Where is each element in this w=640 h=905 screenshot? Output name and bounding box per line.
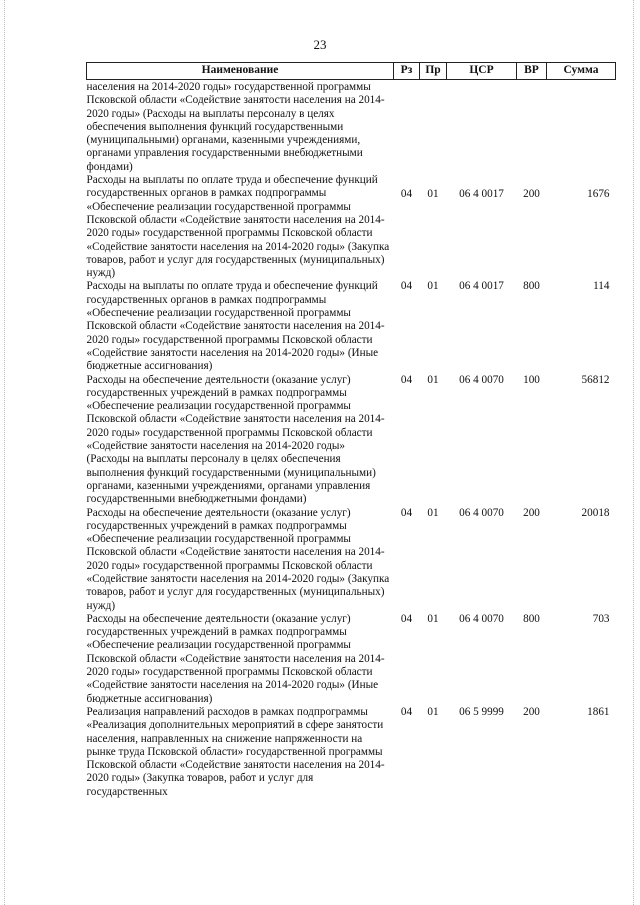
header-row: [87, 63, 616, 80]
row-rz: 04: [400, 188, 413, 201]
table-row: [87, 507, 616, 613]
row-sum: 20018: [581, 506, 610, 519]
table-row: [87, 706, 616, 799]
scan-edge-right: [633, 0, 636, 905]
table-row-continuation: [87, 80, 616, 175]
row-pr: 01: [427, 612, 439, 625]
row-vr: 800: [523, 280, 540, 293]
row-pr: 01: [427, 506, 439, 519]
row-csr: 06 4 0070: [459, 506, 504, 519]
row-csr: 06 4 0070: [459, 373, 504, 386]
row-sum: 703: [592, 612, 610, 625]
row-name: Расходы на обеспечение деятельности (оказание услуг) государственных учреждений в рамках подпрограммы «Обеспечение реализации государственной программы Псковской области «Содействие занятости населения на 2014-2020 годы» государственной программы Псковской области «Содействие занятости населения на 2014-2020 годы» (Иные бюджетные ассигнования): [86, 612, 385, 705]
row-sum: 1861: [587, 705, 610, 718]
header-csr: ЦСР: [447, 63, 517, 80]
row-sum: 1676: [587, 188, 610, 201]
header-rz: Рз: [394, 63, 420, 80]
table-row: [87, 280, 616, 373]
row-pr: 01: [427, 373, 439, 386]
scan-edge-left: [4, 0, 7, 905]
row-csr: 06 4 0017: [459, 188, 504, 201]
table-row: [87, 613, 616, 706]
row-vr: 800: [523, 612, 540, 625]
row-name: Расходы на выплаты по оплате труда и обеспечение функций государственных органов в рамках подпрограммы «Обеспечение реализации государственной программы Псковской области «Содействие занятости населения на 2014-2020 годы» государственной программы Псковской области «Содействие занятости населения на 2014-2020 годы» (Закупка товаров, работ и услуг для государственных (муниципальных) нужд): [86, 174, 390, 280]
row-name: Расходы на обеспечение деятельности (оказание услуг) государственных учреждений в рамках подпрограммы «Обеспечение реализации государственной программы Псковской области «Содействие занятости населения на 2014-2020 годы» государственной программы Псковской области «Содействие занятости населения на 2014-2020 годы» (Закупка товаров, работ и услуг для государственных (муниципальных) нужд): [86, 506, 390, 612]
header-sum: Сумма: [547, 63, 616, 80]
row-vr: 100: [523, 373, 540, 386]
row-csr: 06 4 0017: [459, 280, 504, 293]
row-csr: 06 5 9999: [459, 705, 504, 718]
row-sum: 114: [593, 280, 610, 293]
header-name: Наименование: [87, 63, 394, 80]
row-vr: 200: [523, 705, 540, 718]
row-pr: 01: [427, 280, 439, 293]
row-rz: 04: [400, 612, 413, 625]
row-rz: 04: [400, 705, 413, 718]
row-vr: 200: [523, 188, 540, 201]
row-pr: 01: [427, 705, 439, 718]
row-vr: 200: [523, 506, 540, 519]
row-name: Расходы на выплаты по оплате труда и обеспечение функций государственных органов в рамках подпрограммы «Обеспечение реализации государственной программы Псковской области «Содействие занятости населения на 2014-2020 годы» государственной программы Псковской области «Содействие занятости населения на 2014-2020 годы» (Иные бюджетные ассигнования): [86, 280, 385, 373]
page-number: 23: [313, 37, 327, 52]
row-rz: 04: [400, 506, 413, 519]
budget-table: [86, 62, 616, 799]
header-pr: Пр: [420, 63, 447, 80]
header-vr: ВР: [517, 63, 547, 80]
row-name: Реализация направлений расходов в рамках подпрограммы «Реализация дополнительных мероприятий в сфере занятости населения, направленных на снижение напряженности на рынке труда Псковской области» государственной программы Псковской области «Содействие занятости населения на 2014-2020 годы» (Закупка товаров, работ и услуг для государственных: [86, 705, 385, 798]
row-pr: 01: [427, 188, 439, 201]
row-name: населения на 2014-2020 годы» государственной программы Псковской области «Содействие занятости населения на 2014-2020 годы» (Расходы на выплаты персоналу в целях обеспечения выполнения функций государственными (муниципальными) органами, казенными учреждениями, органами управления государственными внебюджетными фондами): [86, 81, 385, 173]
row-name: Расходы на обеспечение деятельности (оказание услуг) государственных учреждений в рамках подпрограммы «Обеспечение реализации государственной программы Псковской области «Содействие занятости населения на 2014-2020 годы» государственной программы Псковской области «Содействие занятости населения на 2014-2020 годы» (Расходы на выплаты персоналу в целях обеспечения выполнения функций государственными (муниципальными) органами, казенными учреждениями, органами управления государственными внебюджетными фондами): [86, 373, 385, 506]
table-row: [87, 374, 616, 507]
table-row: [87, 174, 616, 280]
row-csr: 06 4 0070: [459, 612, 504, 625]
row-rz: 04: [400, 280, 413, 293]
row-rz: 04: [400, 373, 413, 386]
row-sum: 56812: [581, 373, 610, 386]
